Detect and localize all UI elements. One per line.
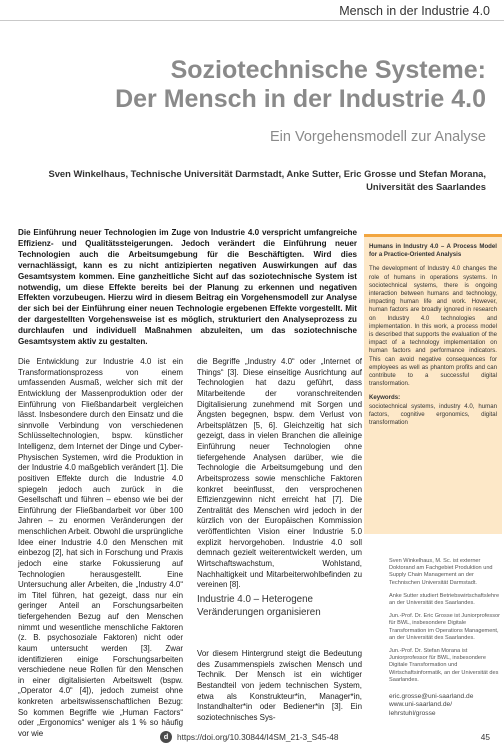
body-column-2: die Begriffe „Industry 4.0“ oder „Internet of Things“ [3]. Diese einseitige Ausrichtung auf Technologien hat dazu geführt, dass Mitarbeitende der voranschreitenden Digitalisierung zunehmend mit Sorgen und Ängsten begegnen, bspw. dem Verlust von Arbeitsplätzen [5, 6]. Gleichzeitig hat sich gezeigt, dass in vielen Branchen die alleinige Einführung neuer Technologien ohne tiefergehende Analysen darüber, wie die Technologie die Arbeitsumgebung und den Arbeitsprozess sowie menschliche Faktoren konkret beeinflusst, den versprochenen Effizienzgewinn nicht erreicht hat [7]. Die Zentralität des Menschen wird jedoch in der kürzlich von der Europäischen Kommission veröffentlichten Vision einer Industrie 5.0 explizit hervorgehoben. Industrie 4.0 soll demnach gezielt weiterentwickelt werden, um Wirtschaftswachstum, Wohlstand, Nachhaltigkeit und Mitarbeiterwohlbefinden zu vereinen [8].	[197, 357, 362, 590]
author-bio: Jun.-Prof. Dr. Eric Grosse ist Juniorprofessor für BWL, insbesondere Digitale Transformation im Operations Management, an der Universität des Saarlandes.	[389, 613, 500, 641]
abstract: Die Einführung neuer Technologien im Zuge von Industrie 4.0 verspricht umfangreiche Effizienz- und Qualitätssteigerungen. Jedoch verändert die Einführung neuer Technologien auch die Arbeitsumgebung für die Beschäftigten. Wird dies vernachlässigt, kann es zu nicht antizipierten negativen Auswirkungen auf das Gesamtsystem kommen. Eine ganzheitliche Sicht auf das soziotechnische System ist notwendig, um diese Effekte bereits bei der Planung zu erkennen und negativen Effekten vorzubeugen. Hierzu wird in diesem Beitrag ein Vorgehensmodell zur Analyse der sich bei der Einführung einer neuen Technologie ergebenen Effekte vorgestellt. Mit der dargestellten Vorgehensweise ist es möglich, strukturiert den Analyseprozess zu durchlaufen und individuell Maßnahmen abzuleiten, um das soziotechnische Gesamtsystem aktiv zu gestalten.	[18, 228, 357, 347]
authors-line-1: Sven Winkelhaus, Technische Universität Darmstadt, Anke Sutter, Eric Grosse und Stefan Morana,	[48, 168, 486, 179]
contact-info	[389, 693, 502, 718]
page-number: 45	[480, 732, 490, 742]
body-column-2-paragraph: Vor diesem Hintergrund steigt die Bedeutung des Zusammenspiels zwischen Mensch und Technik. Der Mensch ist ein wichtiger Bestandteil von jedem technischen System, etwa als Konstrukteur*in, Manager*in, Instandhalter*in oder Bediener*in [3]. Ein soziotechnisches Sys-	[197, 649, 362, 722]
english-abstract-text: The development of Industry 4.0 changes the role of humans in operations systems. In sociotechnical systems, there is ongoing interaction between humans and technology, impacting human life and work. However, human factors are broadly ignored in research on Industry 4.0 technologies and implementation. In this work, a process model is described that supports the evaluation of the impact of a technology implementation on human factors and performance indicators. This can avoid negative consequences for employees as well as phantom profits and can contribute to a successful digital transformation.	[369, 265, 497, 388]
author-bio: Sven Winkelhaus, M. Sc. ist externer Doktorand am Fachgebiet Produktion und Supply Chain Management an der Technischen Universität Darmstadt.	[389, 558, 493, 586]
article-subtitle: Ein Vorgehensmodell zur Analyse	[269, 129, 486, 145]
title-line-1: Soziotechnische Systeme:	[170, 56, 486, 84]
contact-website[interactable]: www.uni-saarland.de/	[389, 701, 453, 709]
body-column-1: Die Entwicklung zur Industrie 4.0 ist ein Transformationsprozess von einem umfassenden Ausmaß, welcher sich mit der Entwicklung der Massenproduktion oder der Einführung von Fließbandarbeit vergleichen lässt. Insbesondere durch den Einsatz und die sinnvolle Verbindung von verschiedenen Schlüsseltechnologien, bspw. künstlicher Intelligenz, dem Internet der Dinge und Cyber-Physischen Systemen, wird die Produktion in der Industrie 4.0 maßgeblich verändert [1]. Die positiven Effekte durch die Industrie 4.0 spiegeln jedoch auch zurück in die Gesellschaft und führen – ebenso wie bei der Einführung der Fließbandarbeit vor über 100 Jahren – zu enormen Veränderungen der menschlichen Arbeit. Obwohl die ursprüngliche Idee einer Industrie 4.0 den Menschen mit einbezog [2], hat sich in Forschung und Praxis jedoch eine starke Fokussierung auf Technologien herausgestellt. Eine Untersuchung aller Arbeiten, die „Industry 4.0“ im Titel führen, hat gezeigt, dass nur ein geringer Anteil an Forschungsarbeiten tiefergehenden Bezug auf den Menschen nimmt und wesentliche menschliche Faktoren (z. B. psychosoziale Faktoren) nicht oder kaum untersucht werden [3]. Zwar identifizieren einige Forschungsarbeiten verschiedene neue Rollen für den Menschen in einer digitalisierten Arbeitswelt (bspw. „Operator 4.0“ [4]), jedoch zumeist ohne konkreten arbeitswissenschaftlichen Bezug: So kommen Begriffe wie „Human Factors“ oder „Ergonomics“ weniger als 1 % so häufig vor wie	[18, 357, 184, 738]
author-bio: Anke Sutter studiert Betriebswirtschaftslehre an der Universität des Saarlandes.	[389, 592, 500, 607]
doi-link[interactable]: https://doi.org/10.30844/I4SM_21-3_S45-48	[177, 732, 339, 742]
box-content	[369, 243, 497, 427]
doi-footer	[160, 731, 338, 743]
running-head: Mensch in der Industrie 4.0	[339, 4, 490, 18]
authors-line-2: Universität des Saarlandes	[366, 180, 486, 192]
contact-email[interactable]: eric.grosse@uni-saarland.de	[389, 693, 474, 700]
doi-icon: d	[160, 731, 172, 743]
header-divider	[0, 20, 504, 21]
english-abstract-title: Humans in Industry 4.0 – A Process Model for a Practice-Oriented Analysis	[369, 243, 497, 259]
author-bios	[389, 558, 502, 690]
keywords: sociotechnical systems, industry 4.0, human factors, cognitive ergonomics, digital transformation	[369, 402, 497, 427]
keywords-label: Keywords:	[369, 394, 401, 402]
contact-website-path[interactable]: lehrstuhl/grosse	[389, 709, 436, 717]
english-abstract-box	[364, 234, 502, 534]
author-bio: Jun.-Prof. Dr. Stefan Morana ist Juniorprofessor für BWL, insbesondere Digitale Transformation und Wirtschaftsinformatik, an der Universität des Saarlandes.	[389, 648, 499, 683]
article-title	[20, 56, 486, 114]
box-accent-stripe	[364, 234, 502, 237]
title-line-2: Der Mensch in der Industrie 4.0	[115, 85, 486, 113]
authors	[20, 168, 486, 193]
section-heading: Industrie 4.0 – Heterogene Veränderungen organisieren	[197, 594, 321, 618]
